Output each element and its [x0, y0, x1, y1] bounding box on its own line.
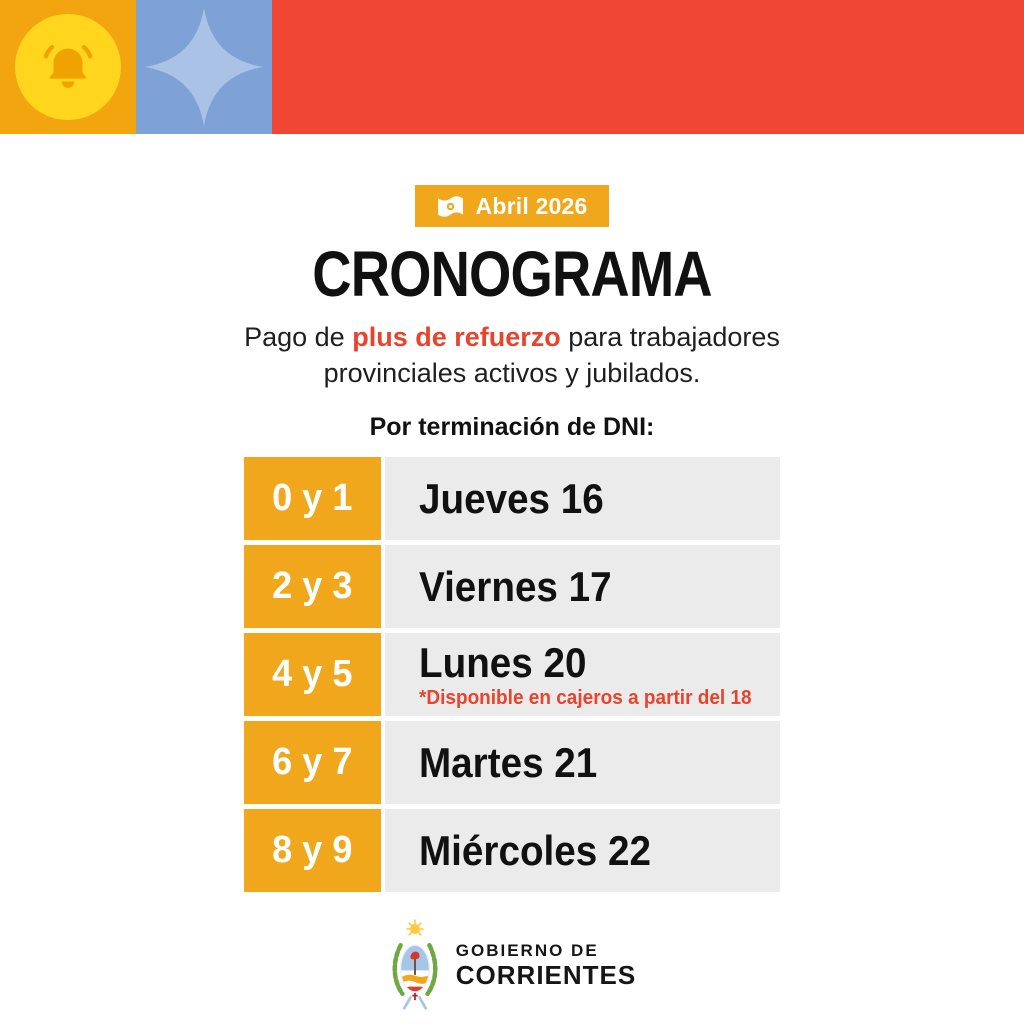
- banknote-icon: [437, 195, 464, 218]
- bell-tile: [0, 0, 136, 134]
- section-label: Por terminación de DNI:: [369, 413, 655, 441]
- table-row: [244, 633, 780, 716]
- page-title: CRONOGRAMA: [312, 238, 712, 310]
- schedule-table: [244, 457, 780, 892]
- table-row: [244, 545, 780, 628]
- dni-digits-cell: [244, 633, 381, 716]
- bell-circle: [15, 14, 121, 120]
- payment-day-cell: [385, 721, 780, 804]
- subtitle-prefix: Pago de: [244, 322, 353, 352]
- payment-day: Jueves 16: [419, 474, 604, 522]
- payment-day-cell: [385, 809, 780, 892]
- payment-day-cell: [385, 633, 780, 716]
- dni-digits-cell: [244, 721, 381, 804]
- payment-day: Miércoles 22: [419, 826, 651, 874]
- sparkle-tile: [136, 0, 272, 134]
- org-name-line2: CORRIENTES: [455, 960, 637, 990]
- footer-logo: [0, 918, 1024, 1012]
- subtitle-suffix: para trabajadores provinciales activos y jubilados.: [323, 322, 780, 388]
- dni-digits: 6 y 7: [272, 741, 353, 783]
- org-name-line1: GOBIERNO DE: [455, 941, 599, 960]
- payment-note: *Disponible en cajeros a partir del 18: [419, 686, 752, 709]
- top-banner: [0, 0, 1024, 134]
- subtitle: [222, 319, 802, 391]
- payment-day-cell: [385, 457, 780, 540]
- dni-digits-cell: [244, 809, 381, 892]
- dni-digits-cell: [244, 545, 381, 628]
- red-banner-bar: [272, 0, 1024, 134]
- month-badge: [415, 185, 610, 227]
- dni-digits: 8 y 9: [272, 829, 353, 871]
- subtitle-highlight: plus de refuerzo: [352, 322, 561, 352]
- corrientes-coat-of-arms: [388, 918, 442, 1012]
- bell-icon: [37, 36, 99, 98]
- payment-day-cell: [385, 545, 780, 628]
- payment-day: Lunes 20: [419, 638, 587, 686]
- org-name: [456, 941, 636, 989]
- sparkle-icon: [145, 8, 263, 126]
- table-row: [244, 809, 780, 892]
- dni-digits: 2 y 3: [272, 565, 353, 607]
- dni-digits-cell: [244, 457, 381, 540]
- month-badge-label: Abril 2026: [475, 192, 588, 219]
- payment-day: Martes 21: [419, 738, 598, 786]
- table-row: [244, 721, 780, 804]
- dni-digits: 4 y 5: [272, 653, 353, 695]
- table-row: [244, 457, 780, 540]
- dni-digits: 0 y 1: [272, 477, 353, 519]
- payment-day: Viernes 17: [419, 562, 612, 610]
